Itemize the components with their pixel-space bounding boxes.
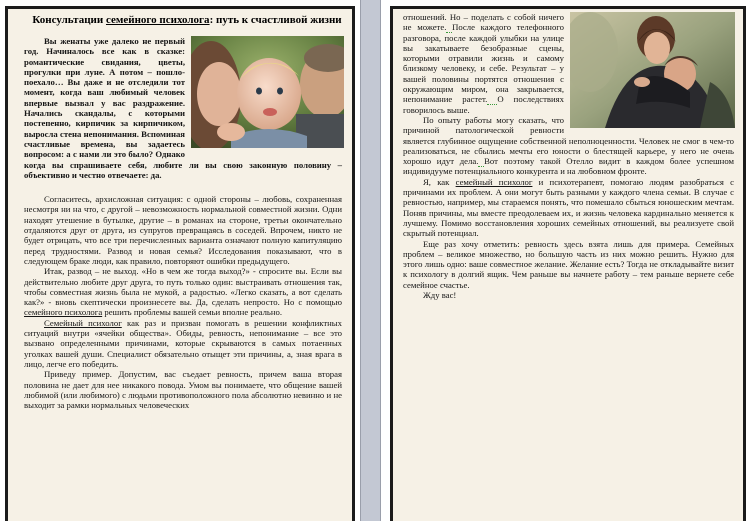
body-paragraph-7: Еще раз хочу отметить: ревность здесь взята лишь для примера. Семейных проблем – великое множество, но большую часть из них можно решить. Нужно для этого лишь одно: ваше совместное желание. Желание есть? Тогда не откладывайте визит к психологу в долгий ящик. Чем раньше вы начнете работу – тем раньше вернете себе семейное счастье. <box>403 238 734 290</box>
spellcheck-mark <box>487 94 497 105</box>
title-link[interactable]: семейного психолога <box>105 14 210 26</box>
body-paragraph-4: Приведу пример. Допустим, вас съедает ревность, причем ваша вторая половина не дает для нее никакого повода. Умом вы понимаете, что общение вашей любимой (или любимого) с людьми противоположного пола абсолютно невинно и не выходит за рамки нормальных человеческих <box>24 369 342 411</box>
paragraph-text: После каждого телефонного разговора, после каждой улыбки на улице вы закатываете безобразные сцены, которыми отравили жизнь и самому близкому человеку, и себе. Результат – у вашей половины портятся отношения с окружающим миром, она закрывается, непонимание растет. <box>403 22 564 105</box>
paragraph-text: решить проблемы вашей семьи вполне реально. <box>102 307 283 318</box>
title-text-end: : путь к счастливой жизни <box>209 14 342 26</box>
closing-line: Жду вас! <box>423 290 457 301</box>
lead-paragraph: Вы женаты уже далеко не первый год. Начиналось все как в сказке: романтические свидания, цветы, прогулки при луне. А потом – пошло-поехало… Вы даже и не отследили тот момент, когда ваш любимый человек впервые вызвал у вас раздражение. Начались скандалы, с которыми постепенно, кирпичик за кирпичиком, выросла стена непонимания. Вспоминая счастливые времена, вы задаетесь вопросом: а с нами ли это было? Однако когда вы спрашиваете себя, любите ли вы свою законную половину – объективно и честно отвечаете: да. <box>24 36 342 180</box>
family-photo-image <box>191 36 344 148</box>
page-gutter <box>360 0 381 521</box>
article-title <box>32 14 342 26</box>
body-paragraph-3 <box>24 318 342 369</box>
page-content <box>8 9 352 521</box>
paragraph-text: и психотерапевт, помогаю людям разобраться с причинами их проблем. А они могут быть разными у каждого члена семьи. В случае с ревностью, например, мы стараемся понять, что помешало сбыться юношеским мечтам. Поняв причины, мы вместе преодолеваем их, и жизнь человека кардинально меняется к лучшему. Помимо восстановления хороших семейных отношений, вы реализуете свой скрытый потенциал. <box>403 176 734 239</box>
paragraph-text: Вот поэтому такой Отелло видит в каждом более успешном индивидууме потенциального конкурента и на любовном фронте. <box>403 156 735 177</box>
page-border-frame <box>390 6 746 521</box>
body-paragraph-1: Согласитесь, архисложная ситуация: с одной стороны – любовь, сохраненная несмотря ни на что, с другой – невозможность нормальной совместной жизни. Одни находят утешение в бутылке, другие – в романах на стороне, третьи окончательно отдаляются друг от друга, из супругов превращаясь в соседей. Впрочем, никто не будет отрицать, что все три перечисленных варианта означают полную капитуляцию перед трудностями. Развод и новая семья? Исследования показывают, что в следующем браке люди, как правило, повторяют ошибки предыдущего. <box>24 194 342 266</box>
psychologist-link[interactable]: семейный психолог <box>455 176 533 187</box>
paragraph-text: как раз и призван помогать в решении конфликтных ситуаций внутри «ячейки общества». Обиды, ревность, непонимание – все это вызвано определенными причинами, которые скрываются в самых потаенных уголках вашей души. Специалист обязательно отыщет эти причины, а, зная врага в лицо, легче его победить. <box>24 317 342 369</box>
family-photo <box>191 36 344 148</box>
document-page-right <box>381 0 751 521</box>
page-border-frame <box>5 6 355 521</box>
psychologist-link[interactable]: Семейный психолог <box>44 317 122 328</box>
couple-photo <box>570 12 735 128</box>
couple-photo-image <box>570 12 735 128</box>
paragraph-text: О последствиях говорилось выше. <box>403 94 564 115</box>
body-paragraph-2 <box>24 266 342 317</box>
title-text-start: Консультации <box>32 14 106 26</box>
page-content <box>393 9 743 521</box>
paragraph-text: По опыту работы могу сказать, что причиной патологической ревности является глубиннoe ощущение собственной неполноценности. Человек не смог в чем-то реализоваться, не сбылись мечты его юности о блестящей карьере, у него не очень хорошо идут дела. <box>403 114 734 167</box>
document-page-left <box>0 0 360 521</box>
body-paragraph-6 <box>403 177 734 239</box>
paragraph-text: Итак, развод – не выход. «Но в чем же тогда выход?» - спросите вы. Если вы действительно любите друг друга, то путь только один: выстраивать отношения так, чтобы совместная жизнь была не мукой, а радостью. «Легко сказать, а вот сделать как?» - вновь скептически произнесете вы. Да, сделать непросто. Но с помощью <box>24 266 342 308</box>
psychologist-link[interactable]: семейного психолога <box>24 307 103 318</box>
paragraph-text: отношений. Но – поделать с собой ничего не можете. <box>403 12 564 33</box>
paragraph-text: Я, как <box>423 176 456 187</box>
